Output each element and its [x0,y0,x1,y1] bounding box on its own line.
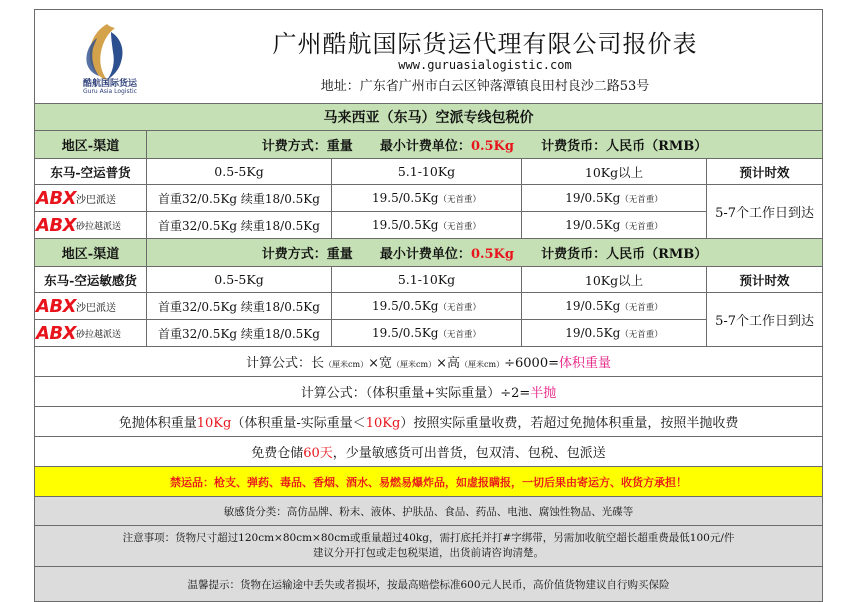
carrier-cell [35,185,147,212]
company-header [35,10,823,104]
price-value: 19/0.5Kg [565,218,621,232]
rule-text: （体积重量-实际重量＜ [231,416,366,431]
currency-label: 计费货币：人民币（RMB） [541,247,708,262]
price-band-3 [522,185,707,212]
storage-rule-row [35,437,823,467]
formula-unit: （厘米cm） [460,360,505,369]
price-value: 19/0.5Kg [565,299,621,313]
price-band-3 [522,212,707,239]
billing-method: 计费方式：重量 [261,247,353,262]
logo-en-text: Guru Asia Logistic [83,88,137,95]
price-band-1: 首重32/0.5Kg 续重18/0.5Kg [147,320,332,347]
price-band-1: 首重32/0.5Kg 续重18/0.5Kg [147,185,332,212]
formula-unit: （厘米cm） [392,360,437,369]
pricing-terms-header [147,131,823,159]
weight-band: 10Kg以上 [522,159,707,185]
rule-text: 免费仓储 [251,446,304,461]
currency-label: 计费货币：人民币（RMB） [541,139,708,154]
weight-band: 10Kg以上 [522,267,707,293]
storage-rule [35,437,823,467]
delivery-area: 沙巴派送 [76,302,117,314]
half-volume-formula [35,377,823,407]
route-banner: 马来西亚（东马）空派专线包税价 [35,104,823,131]
price-band-2 [332,293,522,320]
formula-part: 计算公式：长 [246,356,325,371]
price-band-1: 首重32/0.5Kg 续重18/0.5Kg [147,293,332,320]
formula-part: ×高 [436,356,461,371]
price-value: 19.5/0.5Kg [371,326,439,340]
carrier-cell [35,320,147,347]
price-note: （无首重） [620,222,663,232]
formula-result: 体积重量 [558,356,611,371]
abx-logo-icon: ABX [36,322,77,344]
rule-text: ，少量敏感货可出普货，包双清、包税、包派送 [332,446,606,461]
rate-row [35,293,823,320]
rule-text: 免抛体积重量 [118,416,197,431]
region-channel-header: 地区-渠道 [35,131,147,159]
price-band-2 [332,320,522,347]
price-note: （无首重） [438,303,481,313]
price-note: （无首重） [438,222,481,232]
eta-value: 5-7个工作日到达 [707,293,823,347]
min-unit-value: 0.5Kg [470,139,514,154]
eta-label: 预计时效 [707,267,823,293]
carrier-cell [35,212,147,239]
free-volume-rule-row [35,407,823,437]
notes-line: 建议分开打包或走包税渠道，出货前请咨询清楚。 [313,547,545,559]
prohibited-notice: 禁运品：枪支、弹药、毒品、香烟、酒水、易燃易爆炸品，如虚报瞒报，一切后果由寄运方、收货方承担！ [35,467,823,497]
price-note: （无首重） [438,330,481,340]
route-row [35,159,823,185]
route-row [35,267,823,293]
route-name: 东马-空运敏感货 [35,267,147,293]
logo-cn-text: 酷航国际货运 [82,79,137,89]
weight-band: 5.1-10Kg [332,159,522,185]
volume-formula [35,347,823,377]
rule-value: 60天 [303,446,333,461]
route-name: 东马-空运普货 [35,159,147,185]
notes-line: 注意事项：货物尺寸超过120cm×80cm×80cm或重量超过40kg，需打底托并打#字绑带，另需加收航空超长超重费最低100元/件 [122,532,735,544]
abx-logo-icon: ABX [36,187,77,209]
price-note: （无首重） [438,195,481,205]
formula-part: ×宽 [368,356,393,371]
weight-band: 0.5-5Kg [147,159,332,185]
delivery-area: 砂拉越派送 [76,221,122,232]
price-value: 19/0.5Kg [565,191,621,205]
quote-table [34,9,823,602]
formula-part: ÷6000= [504,356,559,371]
rule-text: ）按照实际重量收费，若超过免抛体积重量，按照半抛收费 [400,416,739,431]
delivery-area: 砂拉越派送 [76,329,122,340]
min-unit-value: 0.5Kg [470,247,514,262]
price-note: （无首重） [620,303,663,313]
formula-result: 半抛 [530,386,557,401]
page-title: 广州酷航国际货运代理有限公司报价表 [272,30,698,58]
volume-formula-row [35,347,823,377]
rate-row [35,185,823,212]
sensitive-goods-note: 敏感货分类：高仿品牌、粉末、液体、护肤品、食品、药品、电池、腐蚀性物品、光碟等 [35,497,823,526]
eta-label: 预计时效 [707,159,823,185]
min-unit-label: 最小计费单位： [379,247,471,262]
price-value: 19.5/0.5Kg [371,299,439,313]
price-value: 19.5/0.5Kg [371,191,439,205]
price-band-1: 首重32/0.5Kg 续重18/0.5Kg [147,212,332,239]
eta-value: 5-7个工作日到达 [707,185,823,239]
price-band-2 [332,212,522,239]
billing-method: 计费方式：重量 [261,139,353,154]
region-channel-header: 地区-渠道 [35,239,147,267]
pricing-header-row [35,239,823,267]
rule-value: 10Kg [365,416,401,431]
company-website: www.guruasialogistic.com [398,58,572,72]
price-value: 19.5/0.5Kg [371,218,439,232]
rate-row [35,320,823,347]
shipping-notes [35,526,823,567]
price-band-2 [332,185,522,212]
notes-row [35,526,823,567]
abx-logo-icon: ABX [36,214,77,236]
price-note: （无首重） [620,330,663,340]
reminder-row [35,567,823,602]
half-volume-formula-row [35,377,823,407]
rate-row [35,212,823,239]
prohibited-row [35,467,823,497]
delivery-area: 沙巴派送 [76,194,117,206]
carrier-cell [35,293,147,320]
price-band-3 [522,293,707,320]
weight-band: 5.1-10Kg [332,267,522,293]
formula-part: 计算公式：（体积重量+实际重量）÷2= [300,386,531,401]
min-unit-label: 最小计费单位： [379,139,471,154]
price-band-3 [522,320,707,347]
insurance-reminder: 温馨提示：货物在运输途中丢失或者损坏，按最高赔偿标准600元人民币，高价值货物建议自行购买保险 [35,567,823,602]
price-note: （无首重） [620,195,663,205]
weight-band: 0.5-5Kg [147,267,332,293]
pricing-terms-header [147,239,823,267]
formula-unit: （厘米cm） [324,360,369,369]
free-volume-rule [35,407,823,437]
price-value: 19/0.5Kg [565,326,621,340]
rule-value: 10Kg [196,416,232,431]
sensitive-row [35,497,823,526]
company-address: 地址：广东省广州市白云区钟落潭镇良田村良沙二路53号 [320,79,650,94]
abx-logo-icon: ABX [36,295,77,317]
pricing-header-row [35,131,823,159]
